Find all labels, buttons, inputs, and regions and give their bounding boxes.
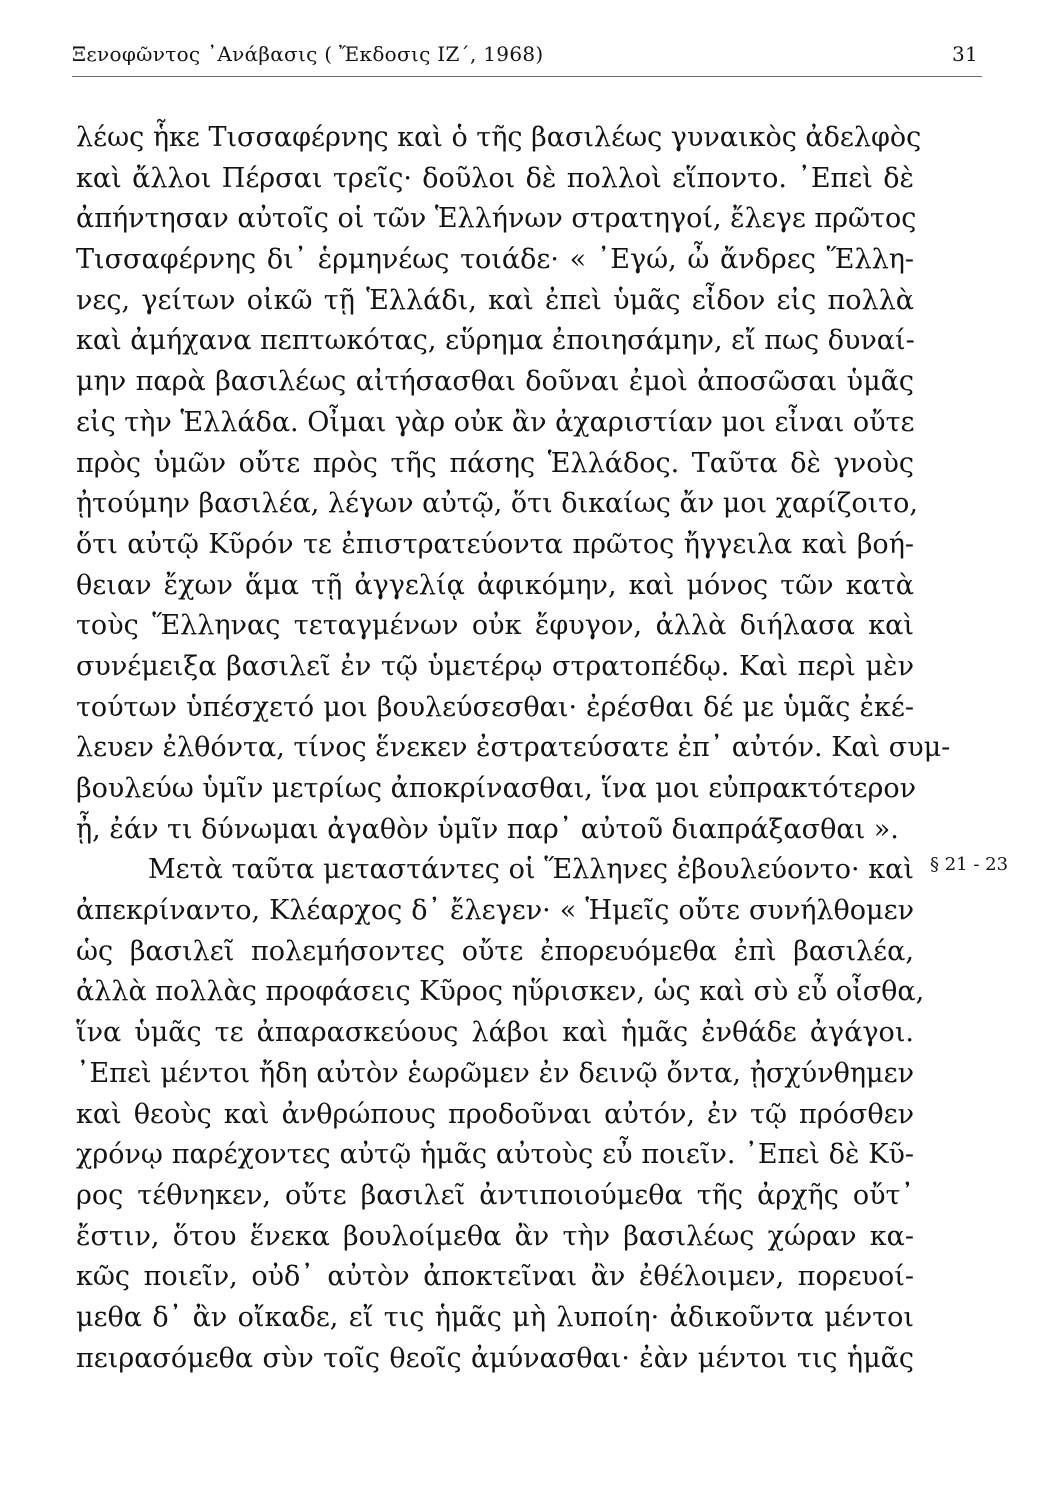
text-line: πρὸς ὑμῶν οὔτε πρὸς τῆς πάσης Ἑλλάδος. Ταῦτα δὲ γνοὺς <box>76 447 914 479</box>
text-line: κῶς ποιεῖν, οὐδ᾿ αὐτὸν ἀποκτεῖναι ἂν ἐθέλοιμεν, πορευοί- <box>76 1261 914 1293</box>
text-line: βουλεύω ὑμῖν μετρίως ἀποκρίνασθαι, ἵνα μοι εὐπρακτότερον <box>76 773 917 804</box>
text-line: πειρασόμεθα σὺν τοῖς θεοῖς ἀμύνασθαι· ἐὰν μέντοι τις ἡμᾶς <box>76 1342 914 1374</box>
text-line: μεθα δ᾿ ἂν οἴκαδε, εἴ τις ἡμᾶς μὴ λυποίη· ἀδικοῦντα μέντοι <box>76 1301 914 1333</box>
text-line: ἀπεκρίναντο, Κλέαρχος δ᾿ ἔλεγεν· « Ἡμεῖς οὔτε συνήλθομεν <box>76 895 914 927</box>
text-line: μην παρὰ βασιλέως αἰτήσασθαι δοῦναι ἐμοὶ ἀποσῶσαι ὑμᾶς <box>76 366 914 398</box>
text-line: ᾐτούμην βασιλέα, λέγων αὐτῷ, ὅτι δικαίως ἄν μοι χαρίζοιτο, <box>76 488 918 520</box>
text-line: ἀπήντησαν αὐτοῖς οἱ τῶν Ἑλλήνων στρατηγοί, ἔλεγε πρῶτος <box>76 203 917 235</box>
page-number: 31 <box>951 42 978 66</box>
running-head <box>72 36 982 70</box>
text-line: τούτων ὑπέσχετό μοι βουλεύσεσθαι· ἐρέσθαι δέ με ὑμᾶς ἐκέ- <box>76 691 914 723</box>
text-line: νες, γείτων οἰκῶ τῇ Ἑλλάδι, καὶ ἐπεὶ ὑμᾶς εἶδον εἰς πολλὰ <box>76 284 914 316</box>
text-line: συνέμειξα βασιλεῖ ἐν τῷ ὑμετέρῳ στρατοπέδῳ. Καὶ περὶ μὲν <box>76 650 914 682</box>
text-line: Μετὰ ταῦτα μεταστάντες οἱ Ἕλληνες ἐβουλεύοντο· καὶ <box>148 854 914 886</box>
text-line: λέως ἧκε Τισσαφέρνης καὶ ὁ τῆς βασιλέως γυναικὸς ἀδελφὸς <box>76 122 922 153</box>
text-line: τοὺς Ἕλληνας τεταγμένων οὐκ ἔφυγον, ἀλλὰ διήλασα καὶ <box>76 610 914 642</box>
running-head-title: Ξενοφῶντος ᾿Ανάβασις ( Ἔκδοσις ΙΖ΄, 1968) <box>72 42 544 66</box>
body-text <box>76 118 951 1420</box>
text-line: ἵνα ὑμᾶς τε ἀπαρασκεύους λάβοι καὶ ἡμᾶς ἐνθάδε ἀγάγοι. <box>76 1017 914 1049</box>
text-line: εἰς τὴν Ἑλλάδα. Οἶμαι γὰρ οὐκ ἂν ἀχαριστίαν μοι εἶναι οὔτε <box>76 406 915 438</box>
text-line: λευεν ἐλθόντα, τίνος ἕνεκεν ἐστρατεύσατε ἐπ᾿ αὐτόν. Καὶ συμ- <box>76 732 951 764</box>
text-line: ᾖ, ἐάν τι δύνωμαι ἀγαθὸν ὑμῖν παρ᾿ αὐτοῦ διαπράξασθαι ». <box>76 813 899 845</box>
text-line: ὅτι αὐτῷ Κῦρόν τε ἐπιστρατεύοντα πρῶτος ἤγγειλα καὶ βοή- <box>76 528 914 560</box>
header-rule <box>72 76 982 77</box>
text-line <box>76 1379 914 1420</box>
text-line: ὡς βασιλεῖ πολεμήσοντες οὔτε ἐπορευόμεθα ἐπὶ βασιλέα, <box>76 935 914 967</box>
text-line: καὶ ἄλλοι Πέρσαι τρεῖς· δοῦλοι δὲ πολλοὶ εἵποντο. ᾿Επεὶ δὲ <box>76 162 914 194</box>
text-line: χρόνῳ παρέχοντες αὐτῷ ἡμᾶς αὐτοὺς εὖ ποιεῖν. ᾿Επεὶ δὲ Κῦ- <box>76 1139 914 1171</box>
margin-section-note: § 21 - 23 <box>930 854 1009 875</box>
text-line: καὶ ἀμήχανα πεπτωκότας, εὕρημα ἐποιησάμην, εἴ πως δυναί- <box>76 325 915 357</box>
text-line: θειαν ἔχων ἅμα τῇ ἀγγελίᾳ ἀφικόμην, καὶ μόνος τῶν κατὰ <box>76 569 914 601</box>
text-line: ἀλλὰ πολλὰς προφάσεις Κῦρος ηὕρισκεν, ὡς καὶ σὺ εὖ οἶσθα, <box>76 976 925 1008</box>
text-line: καὶ θεοὺς καὶ ἀνθρώπους προδοῦναι αὐτόν, ἐν τῷ πρόσθεν <box>76 1098 914 1130</box>
text-line: ρος τέθνηκεν, οὔτε βασιλεῖ ἀντιποιούμεθα τῆς ἀρχῆς οὔτ᾿ <box>76 1179 914 1211</box>
text-line: ἔστιν, ὅτου ἕνεκα βουλοίμεθα ἂν τὴν βασιλέως χώραν κα- <box>76 1220 914 1252</box>
text-line: Τισσαφέρνης δι᾿ ἑρμηνέως τοιάδε· « ᾿Εγώ, ὦ ἄνδρες Ἕλλη- <box>76 244 914 276</box>
text-line: ᾿Επεὶ μέντοι ἤδη αὐτὸν ἑωρῶμεν ἐν δεινῷ ὄντα, ᾐσχύνθημεν <box>76 1057 914 1089</box>
